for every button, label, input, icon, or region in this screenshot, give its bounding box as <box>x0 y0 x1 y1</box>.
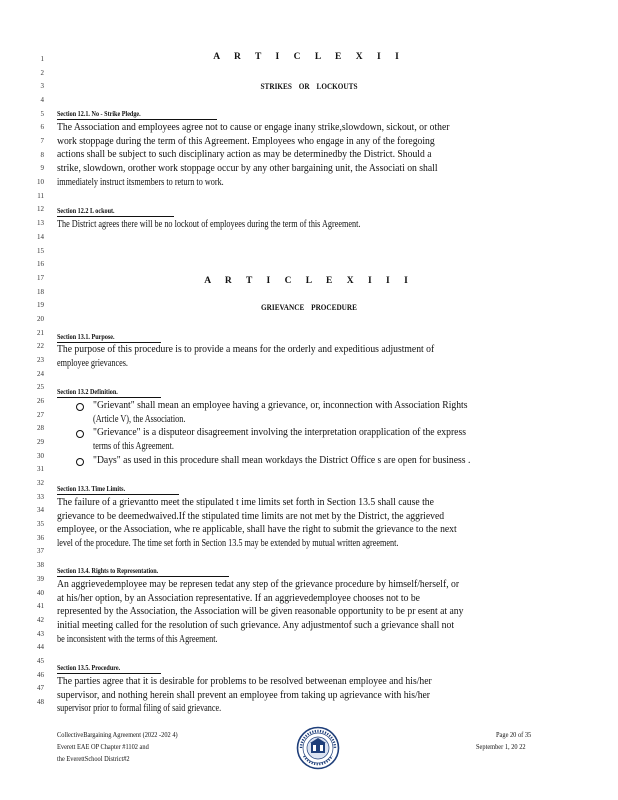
line-number: 35 <box>37 520 44 529</box>
body-text-line: An aggrievedemployee may be represen tedat any step of the grievance procedure by himself/herself, or <box>57 579 460 590</box>
line-number: 23 <box>37 355 44 364</box>
line-number: 27 <box>37 410 44 419</box>
body-text-line: represented by the Association, the Association will be given reasonable opportunity to be pr esent at any <box>57 606 464 618</box>
section-13-5-label: Section 13.5. Procedure. <box>57 663 121 672</box>
section-13-4-underline <box>57 576 229 577</box>
line-number: 20 <box>37 314 44 323</box>
line-number: 33 <box>37 492 44 501</box>
line-number: 19 <box>37 301 44 310</box>
bullet-circle-icon <box>76 403 84 411</box>
article-12-title: STRIKES OR LOCKOUTS <box>260 81 358 91</box>
article-13-heading: A R T I C L E X I I I <box>204 276 414 286</box>
bullet-circle-icon <box>76 430 84 438</box>
section-13-3-underline <box>57 494 179 495</box>
footer-agreement: CollectiveBargaining Agreement (2022 -202 4) <box>57 730 178 739</box>
line-number: 26 <box>37 397 44 405</box>
line-number: 45 <box>37 656 44 665</box>
body-text-line: work stoppage during the term of this Agreement. Employees who engage in any of the foregoing <box>57 135 435 147</box>
line-number: 41 <box>37 602 44 611</box>
body-text-line: be inconsistent with the terms of this Agreement. <box>57 633 218 645</box>
line-number: 18 <box>37 287 44 296</box>
body-text-line: actions shall be subject to such disciplinary action as may be determinedby the District. Should a <box>57 149 432 161</box>
body-text-line: The parties agree that it is desirable for problems to be resolved betweenan employee and his/her <box>57 676 432 687</box>
association-seal-logo <box>296 726 340 770</box>
line-number: 36 <box>37 533 44 542</box>
line-number: 4 <box>40 96 44 105</box>
bullet-text-line: (Article V), the Association. <box>93 413 186 425</box>
body-text-line: at his/her option, by an Association representative. If an aggrievedemployee chooses not to be <box>57 592 420 604</box>
line-number: 14 <box>37 232 44 241</box>
body-text-line: employee grievances. <box>57 357 128 369</box>
line-number: 37 <box>37 547 44 556</box>
bullet-text-line: "Grievance" is a disputeor disagreement involving the interpretation orapplication of the express <box>93 427 466 438</box>
line-number: 15 <box>37 246 44 255</box>
body-text-line: grievance to be deemedwaived.If the stipulated time limits are not met by the District, the aggrieved <box>57 510 445 522</box>
section-13-3-label: Section 13.3. Time Limits. <box>57 484 126 493</box>
bullet-text-line: terms of this Agreement. <box>93 440 174 452</box>
footer-chapter: Everett EAE OP Chapter #1102 and <box>57 742 149 751</box>
line-number: 43 <box>37 629 44 638</box>
line-number: 11 <box>37 191 44 200</box>
footer-district: the EverettSchool District#2 <box>57 754 130 763</box>
section-12-2-underline <box>57 216 174 217</box>
line-number: 30 <box>37 451 44 460</box>
line-number: 6 <box>40 123 44 132</box>
section-12-1-label: Section 12.1. No - Strike Pledge. <box>57 109 141 118</box>
line-number: 2 <box>40 68 44 77</box>
body-text-line: supervisor, and nothing herein shall prevent an employee from taking up agrievance with his/her <box>57 689 431 701</box>
line-number: 21 <box>37 328 44 337</box>
section-13-1-label: Section 13.1. Purpose. <box>57 332 115 341</box>
line-number: 34 <box>37 506 44 515</box>
footer-page-number: Page 20 of 35 <box>496 730 532 739</box>
bullet-circle-icon <box>76 458 84 466</box>
line-number: 38 <box>37 561 44 570</box>
section-13-5-underline <box>57 673 161 674</box>
body-text-line: level of the procedure. The time set forth in Section 13.5 may be extended by mutual written agreement. <box>57 538 399 550</box>
body-text-line: The Association and employees agree not to cause or engage inany strike,slowdown, sickout, or other <box>57 122 450 133</box>
line-number: 24 <box>37 369 44 378</box>
line-number: 25 <box>37 383 44 392</box>
section-13-2-underline <box>57 397 161 398</box>
section-12-2-label: Section 12.2 L ockout. <box>57 206 115 215</box>
bullet-text-line: "Days" as used in this procedure shall mean workdays the District Office s are open for business . <box>93 455 471 466</box>
line-number: 46 <box>37 670 44 679</box>
line-number: 16 <box>37 260 44 269</box>
line-number: 28 <box>37 424 44 433</box>
line-number: 39 <box>37 574 44 583</box>
line-number: 1 <box>40 55 44 63</box>
body-text-line: The failure of a grievantto meet the stipulated t ime limits set forth in Section 13.5 shall cause the <box>57 497 434 508</box>
section-12-1-underline <box>57 119 217 120</box>
line-number: 42 <box>37 615 44 624</box>
line-number: 9 <box>40 164 44 173</box>
body-text-line: employee, or the Association, whe re applicable, shall have the right to submit the grievance to the next <box>57 524 457 536</box>
line-number: 48 <box>37 697 44 706</box>
footer-date: September 1, 20 22 <box>476 742 526 751</box>
section-13-2-label: Section 13.2 Definition. <box>57 387 118 396</box>
line-number: 22 <box>37 342 44 351</box>
body-text-line: initial meeting called for the resolution of such grievance. Any adjustmentof such a grievance shall not <box>57 620 455 632</box>
bullet-text-line: "Grievant" shall mean an employee having a grievance, or, inconnection with Association Rights <box>93 400 468 411</box>
line-number: 10 <box>37 178 44 187</box>
body-text-line: immediately instruct itsmembers to return to work. <box>57 176 224 188</box>
article-12-heading: A R T I C L E X I I <box>213 52 405 62</box>
line-number: 44 <box>37 643 44 652</box>
body-text-line: supervisor prior to formal filing of said grievance. <box>57 703 222 715</box>
line-number: 31 <box>37 465 44 474</box>
body-text-line: The District agrees there will be no lockout of employees during the term of this Agreement. <box>57 219 361 230</box>
line-number: 3 <box>40 82 44 91</box>
line-number: 12 <box>37 205 44 214</box>
article-13-title: GRIEVANCE PROCEDURE <box>261 302 357 312</box>
line-number: 5 <box>40 109 44 118</box>
line-number: 13 <box>37 219 44 228</box>
line-number: 17 <box>37 273 44 282</box>
line-number: 8 <box>40 150 44 159</box>
line-number: 7 <box>40 137 44 146</box>
line-number: 32 <box>37 479 44 488</box>
line-number: 29 <box>37 438 44 447</box>
line-number: 40 <box>37 588 44 597</box>
line-number: 47 <box>37 684 44 693</box>
body-text-line: The purpose of this procedure is to provide a means for the orderly and expeditious adjustment of <box>57 344 435 355</box>
body-text-line: strike, slowdown, orother work stoppage occur by any other bargaining unit, the Associati on shall <box>57 163 438 175</box>
section-13-4-label: Section 13.4. Rights to Representation. <box>57 566 159 575</box>
